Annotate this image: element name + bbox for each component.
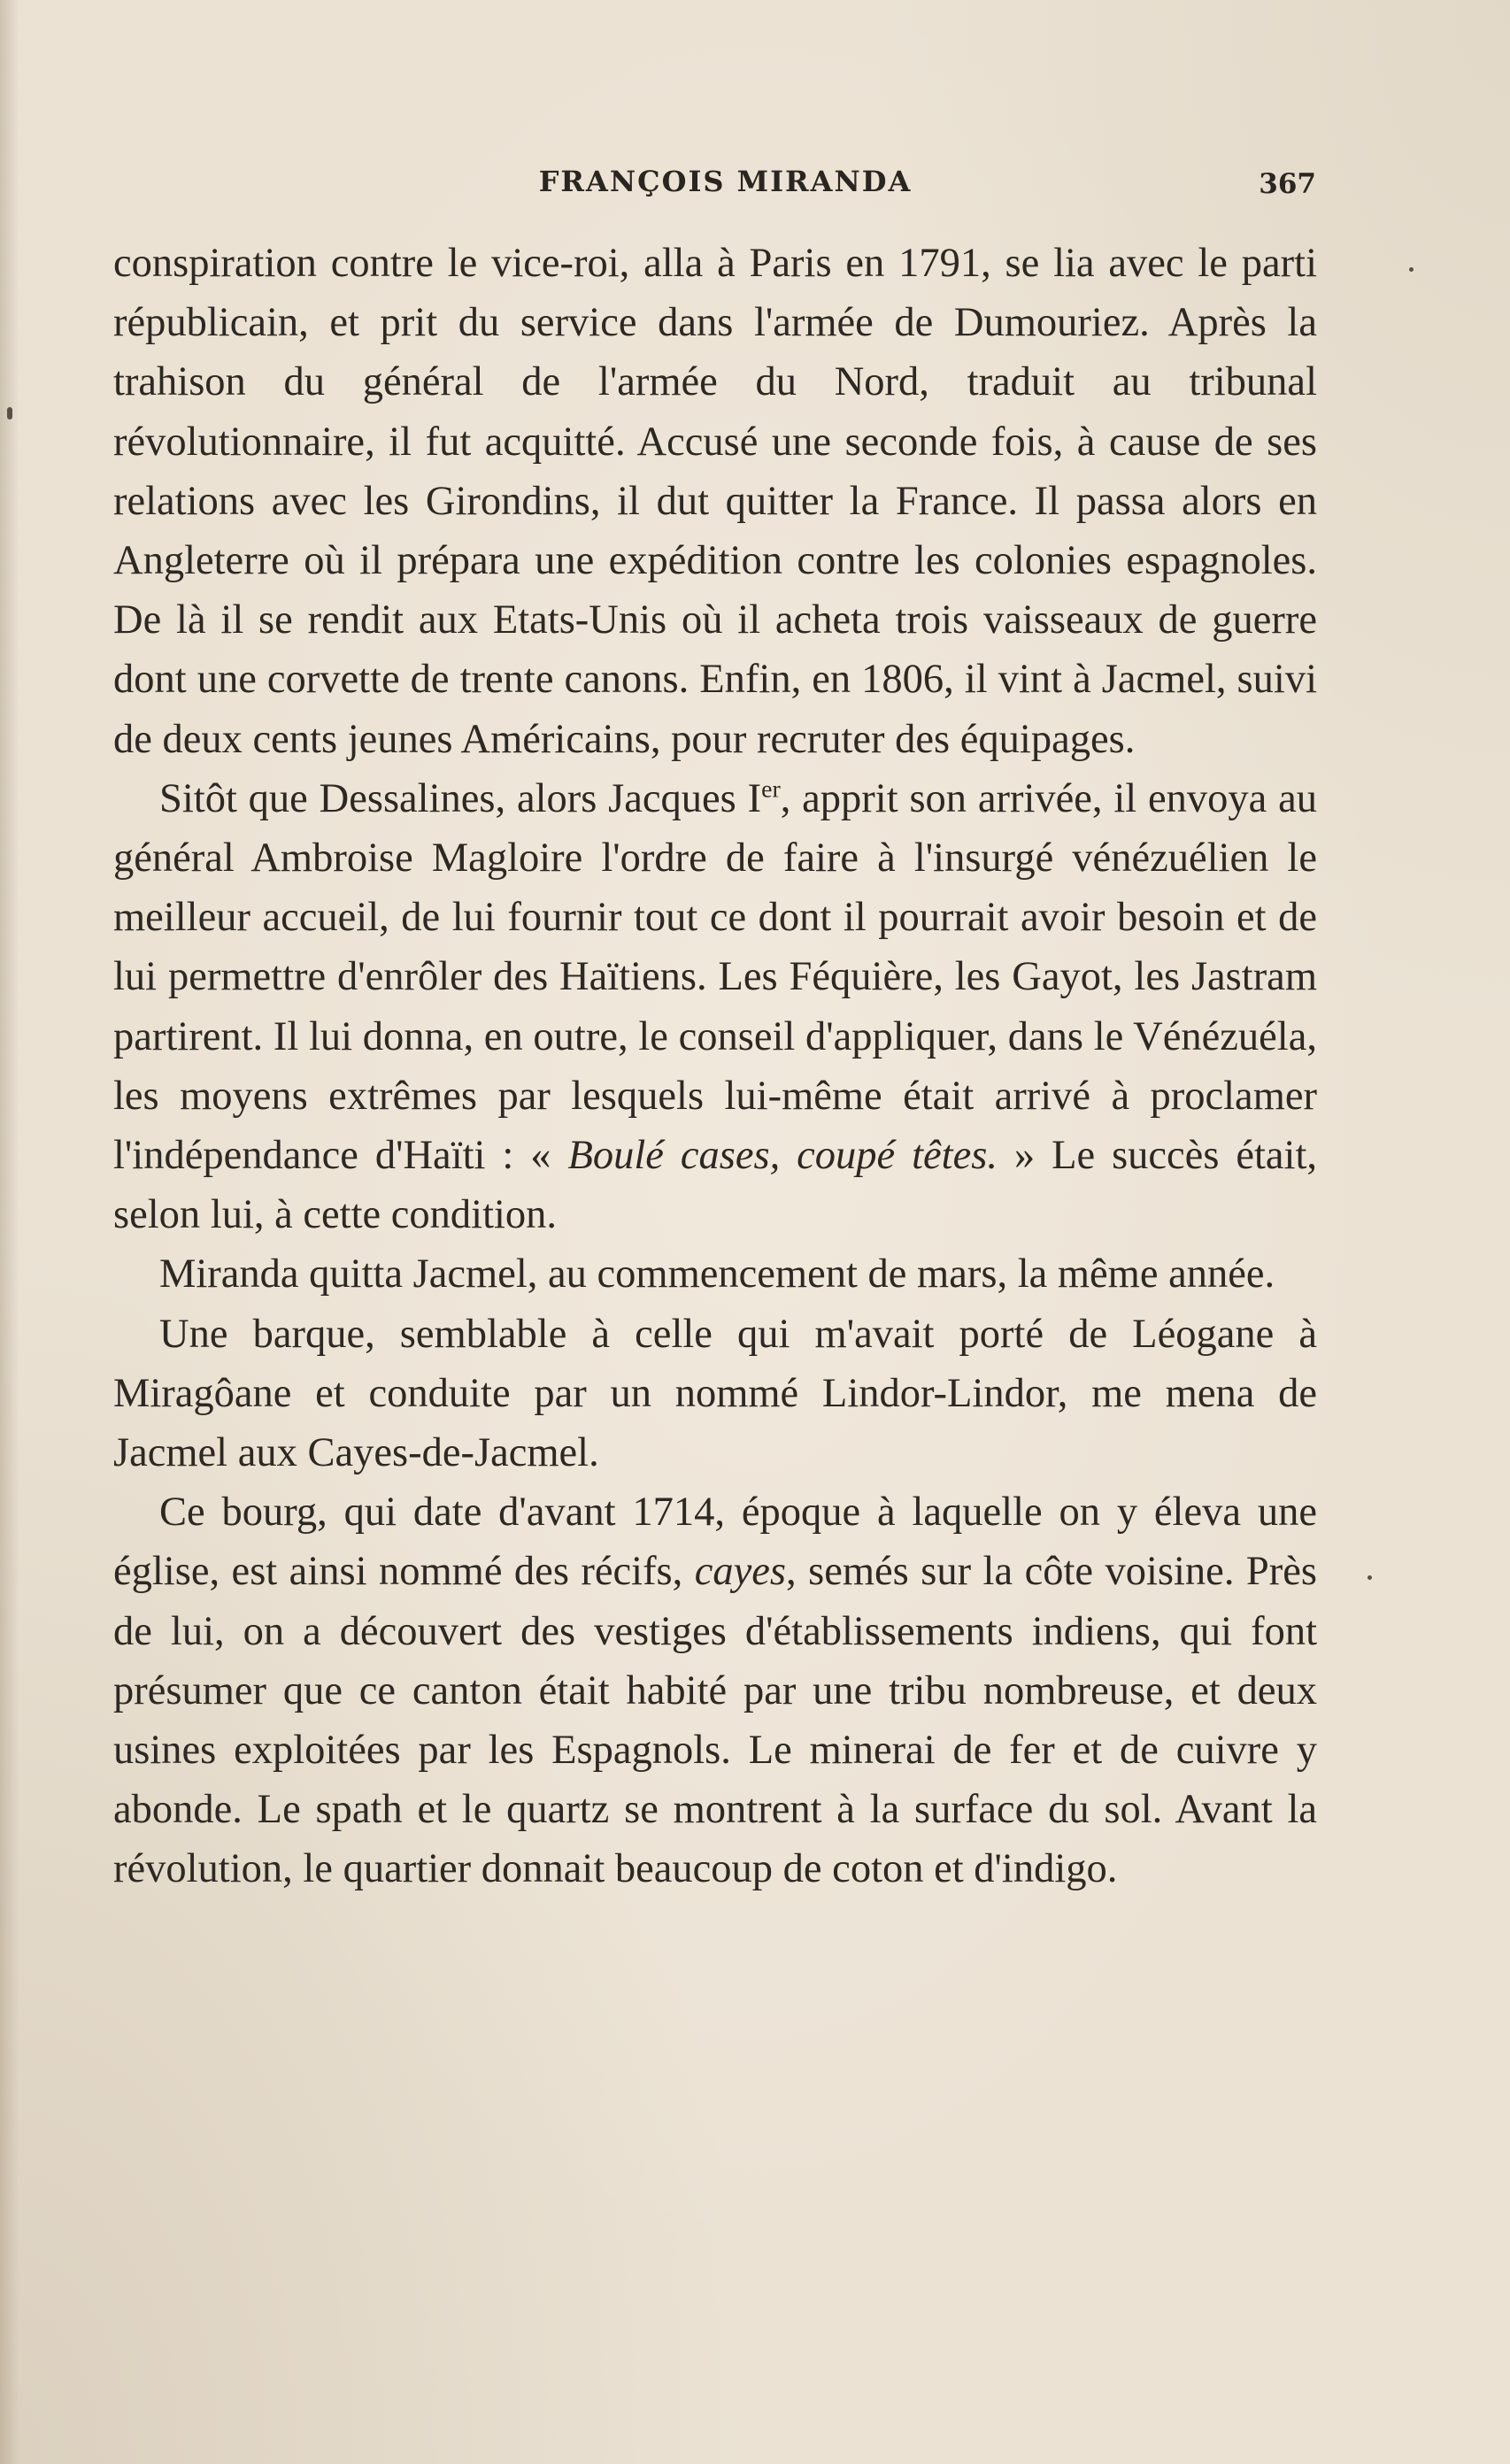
paragraph-5-italic-cayes: cayes bbox=[694, 1549, 787, 1595]
paragraph-5-text-a: Ce bourg, qui date d'avant 1714, époque à laquelle on y éleva une église, est ainsi nommé des récifs, bbox=[113, 1490, 1317, 1595]
paragraph-2-text-a: Sitôt que Dessalines, alors Jacques I bbox=[159, 775, 762, 821]
paragraph-4 bbox=[113, 1305, 1317, 1483]
superscript-er: er bbox=[761, 775, 781, 804]
paragraph-5 bbox=[113, 1482, 1317, 1898]
body-text bbox=[113, 234, 1317, 1899]
ink-speck bbox=[7, 407, 12, 420]
paragraph-4-text: Une barque, semblable à celle qui m'avait porté de Léogane à Miragôane et conduite par un nommé Lindor-Lindor, me mena de Jacmel aux Cayes-de-Jacmel. bbox=[113, 1311, 1317, 1476]
paragraph-2-text-c: » Le succès était, selon lui, à cette condition. bbox=[113, 1133, 1318, 1238]
page-number: 367 bbox=[1259, 168, 1316, 200]
paragraph-5-text-b: , semés sur la côte voisine. Près de lui, on a découvert des vestiges d'établissements indiens, qui font présumer que ce canton était habité par une tribu nombreuse, et deux usines exploitées par les Espagnols. Le minerai de fer et de cuivre y abonde. Le spath et le quartz se montrent à la surface du sol. Avant la révolution, le quartier donnait beaucoup de coton et d'indigo. bbox=[113, 1549, 1317, 1892]
paragraph-2-text-b: , apprit son arrivée, il envoya au général Ambroise Magloire l'ordre de faire à l'insurgé vénézuélien le meilleur accueil, de lui fournir tout ce dont il pourrait avoir besoin et de lui permettre d'enrôler des Haïtiens. Les Féquière, les Gayot, les Jastram partirent. Il lui donna, en outre, le conseil d'appliquer, dans le Vénézuéla, les moyens extrêmes par lesquels lui-même était arrivé à proclamer l'indépendance d'Haïti : « bbox=[113, 775, 1317, 1179]
paragraph-2-italic-quote: Boulé cases, coupé têtes. bbox=[567, 1133, 998, 1179]
ink-speck bbox=[1367, 1575, 1372, 1580]
paragraph-2 bbox=[113, 769, 1317, 1245]
paragraph-3 bbox=[113, 1244, 1317, 1304]
paragraph-1 bbox=[113, 234, 1317, 769]
paragraph-3-text: Miranda quitta Jacmel, au commencement de mars, la même année. bbox=[159, 1251, 1275, 1297]
ink-speck bbox=[1409, 267, 1414, 272]
running-title: FRANÇOIS MIRANDA bbox=[538, 165, 913, 198]
page-header bbox=[117, 165, 1316, 218]
paragraph-1-text: conspiration contre le vice-roi, alla à Paris en 1791, se lia avec le parti républicain, et prit du service dans l'armée de Dumouriez. Après la trahison du général de l'armée du Nord, traduit au tribunal révolutionnaire, il fut acquitté. Accusé une seconde fois, à cause de ses relations avec les Girondins, il dut quitter la France. Il passa alors en Angleterre où il prépara une expédition contre les colonies espagnoles. De là il se rendit aux Etats-Unis où il acheta trois vaisseaux de guerre dont une corvette de trente canons. Enfin, en 1806, il vint à Jacmel, suivi de deux cents jeunes Américains, pour recruter des équipages. bbox=[113, 241, 1317, 762]
page-edge-shadow bbox=[0, 0, 19, 2464]
